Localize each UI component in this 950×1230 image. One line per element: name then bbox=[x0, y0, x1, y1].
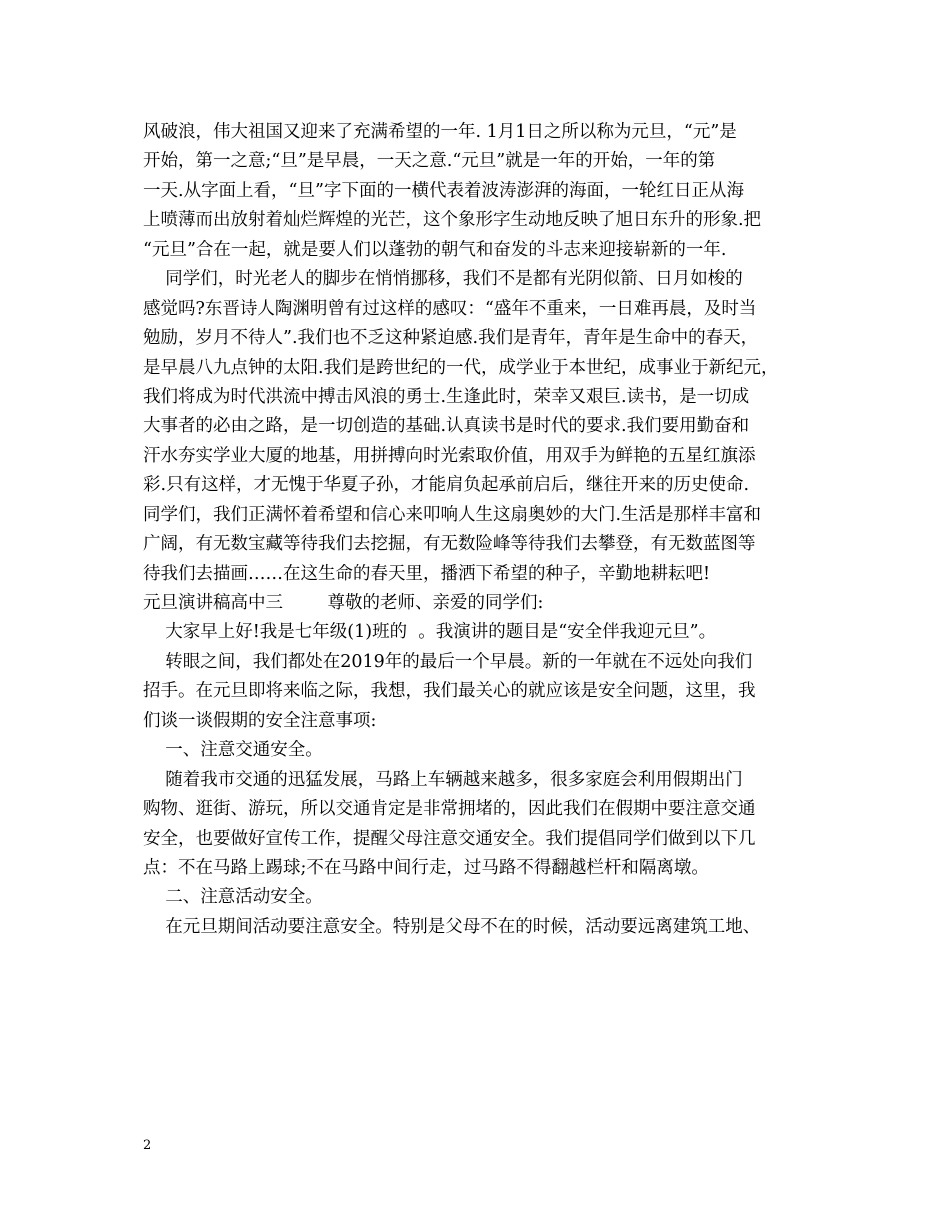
text-line: 我们将成为时代洪流中搏击风浪的勇士.生逢此时，荣幸又艰巨.读书，是一切成 bbox=[143, 386, 750, 407]
section-title-line: 元旦演讲稿高中三 尊敬的老师、亲爱的同学们: bbox=[143, 593, 544, 613]
text-line: 在元旦期间活动要注意安全。特别是父母不在的时候，活动要远离建筑工地、 bbox=[143, 916, 761, 937]
text-line: 大家早上好!我是七年级(1)班的 。我演讲的题目是“安全伴我迎元旦”。 bbox=[143, 622, 717, 643]
text-line: 购物、逛街、游玩，所以交通肯定是非常拥堵的，因此我们在假期中要注意交通 bbox=[143, 799, 756, 820]
list-heading-line: 二、注意活动安全。 bbox=[143, 887, 323, 908]
text-line: 是早晨八九点钟的太阳.我们是跨世纪的一代，成学业于本世纪，成事业于新纪元， bbox=[143, 357, 779, 378]
text-line: 感觉吗?东晋诗人陶渊明曾有过这样的感叹：“盛年不重来，一日难再晨，及时当 bbox=[143, 298, 757, 319]
list-heading-line: 一、注意交通安全。 bbox=[143, 740, 323, 761]
text-line: 同学们，时光老人的脚步在悄悄挪移，我们不是都有光阴似箭、日月如梭的 bbox=[143, 269, 743, 290]
text-line: 安全，也要做好宣传工作，提醒父母注意交通安全。我们提倡同学们做到以下几 bbox=[143, 828, 756, 849]
text-line: 汗水夯实学业大厦的地基，用拼搏向时光索取价值，用双手为鲜艳的五星红旗添 bbox=[143, 445, 756, 466]
text-line: 一天.从字面上看，“旦”字下面的一横代表着波涛澎湃的海面，一轮红日正从海 bbox=[143, 180, 744, 201]
text-line: 上喷薄而出放射着灿烂辉煌的光芒，这个象形字生动地反映了旭日东升的形象.把 bbox=[143, 210, 762, 231]
text-line: 广阔，有无数宝藏等待我们去挖掘，有无数险峰等待我们去攀登，有无数蓝图等 bbox=[143, 534, 756, 555]
text-line: 风破浪，伟大祖国又迎来了充满希望的一年. 1月1日之所以称为元旦，“元”是 bbox=[143, 122, 737, 142]
text-line: 开始，第一之意;“旦”是早晨，一天之意.“元旦”就是一年的开始，一年的第 bbox=[143, 151, 716, 172]
text-line: 随着我市交通的迅猛发展，马路上车辆越来越多，很多家庭会利用假期出门 bbox=[143, 769, 743, 790]
page-number: 2 bbox=[143, 1138, 152, 1153]
document-body bbox=[143, 118, 823, 942]
text-line: 待我们去描画……在这生命的春天里，播洒下希望的种子，辛勤地耕耘吧! bbox=[143, 563, 711, 584]
text-line: 们谈一谈假期的安全注意事项: bbox=[143, 710, 377, 731]
text-line: 招手。在元旦即将来临之际，我想，我们最关心的就应该是安全问题，这里，我 bbox=[143, 681, 756, 702]
text-line: 勉励，岁月不待人”.我们也不乏这种紧迫感.我们是青年，青年是生命中的春天， bbox=[143, 328, 759, 349]
text-line: 点：不在马路上踢球;不在马路中间行走，过马路不得翻越栏杆和隔离墩。 bbox=[143, 857, 709, 878]
text-line: “元旦”合在一起，就是要人们以蓬勃的朝气和奋发的斗志来迎接崭新的一年. bbox=[143, 239, 727, 260]
text-line: 大事者的必由之路，是一切创造的基础.认真读书是时代的要求.我们要用勤奋和 bbox=[143, 416, 750, 437]
text-line: 同学们，我们正满怀着希望和信心来叩响人生这扇奥妙的大门.生活是那样丰富和 bbox=[143, 504, 762, 525]
text-line: 转眼之间，我们都处在2019年的最后一个早晨。新的一年就在不远处向我们 bbox=[143, 651, 753, 672]
text-line: 彩.只有这样，才无愧于华夏子孙，才能肩负起承前启后，继往开来的历史使命. bbox=[143, 475, 750, 496]
